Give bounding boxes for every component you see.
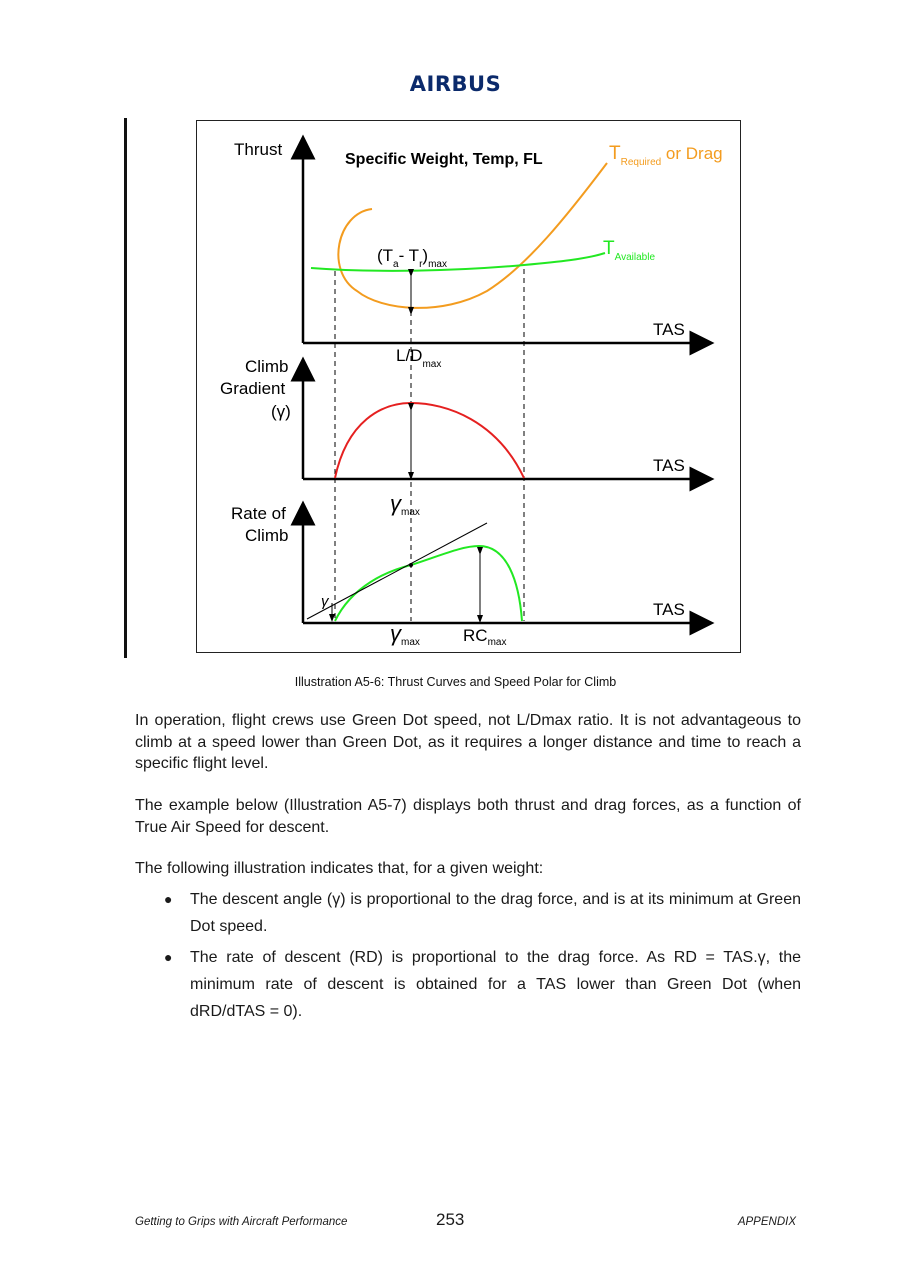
bullet-dot: ● xyxy=(164,891,173,907)
tas-label-mid: TAS xyxy=(653,456,685,475)
thrust-available-curve xyxy=(311,253,605,271)
gamma-max-label-mid: γmax xyxy=(390,491,420,518)
paragraph-2: The example below (Illustration A5-7) displays both thrust and drag forces, as a function of True Air Speed for descent. xyxy=(135,797,801,836)
figure-caption: Illustration A5-6: Thrust Curves and Speed Polar for Climb xyxy=(294,675,617,689)
climb-gradient-curve xyxy=(335,403,524,478)
t-available-label: $T_{Available}$ xyxy=(603,238,656,263)
paragraph-3: The following illustration indicates that, for a given weight: xyxy=(135,860,544,877)
ta-tr-max-label: ($T_a-$ $T_r)_{max}$ xyxy=(377,246,447,270)
tangent-point xyxy=(409,563,413,567)
revision-bar xyxy=(124,118,127,658)
bottom-ylabel-1: Rate of xyxy=(231,504,286,523)
list-item xyxy=(160,886,801,940)
mid-ylabel-3: (γ) xyxy=(271,402,291,421)
bullet-dot: ● xyxy=(164,949,173,965)
thrust-climb-diagram xyxy=(197,121,742,654)
mid-ylabel-1: Climb xyxy=(245,357,289,376)
mid-ylabel-2: Gradient xyxy=(220,379,286,398)
footer-title: Getting to Grips with Aircraft Performance xyxy=(135,1216,348,1228)
thrust-climb-figure xyxy=(196,120,741,653)
conditions-label: Specific Weight, Temp, FL xyxy=(345,151,543,168)
rate-of-climb-curve xyxy=(335,546,522,621)
bottom-ylabel-2: Climb xyxy=(245,526,289,545)
ld-max-label: $L/D_{max}$ xyxy=(396,346,442,370)
gamma-small-label: γ xyxy=(321,593,329,610)
bullet-text: The rate of descent (RD) is proportional to the drag force. As RD = TAS.γ, the minimum rate of descent is obtained for a TAS lower than Green Dot (when dRD/dTAS = 0). xyxy=(190,949,801,1020)
airbus-logo: AIRBUS xyxy=(409,72,502,96)
page-number: 253 xyxy=(436,1210,465,1229)
top-ylabel: Thrust xyxy=(234,140,283,159)
bullet-list xyxy=(160,886,801,1029)
t-required-label: $T_{Required}$ or Drag xyxy=(609,143,723,168)
footer-section: APPENDIX xyxy=(737,1216,796,1228)
gamma-max-label-bottom: γmax xyxy=(390,621,420,648)
tas-label-top: TAS xyxy=(653,320,685,339)
bullet-text: The descent angle (γ) is proportional to the drag force, and is at its minimum at Green Dot speed. xyxy=(190,891,801,935)
tas-label-bottom: TAS xyxy=(653,600,685,619)
tangent-line xyxy=(307,523,487,619)
list-item xyxy=(160,944,801,1025)
thrust-required-curve xyxy=(338,163,607,308)
paragraph-1: In operation, flight crews use Green Dot speed, not L/Dmax ratio. It is not advantageous to climb at a speed lower than Green Dot, as it requires a longer distance and time to reach a specific flight level. xyxy=(135,712,801,772)
rc-max-label: $RC_{max}$ xyxy=(463,626,507,648)
